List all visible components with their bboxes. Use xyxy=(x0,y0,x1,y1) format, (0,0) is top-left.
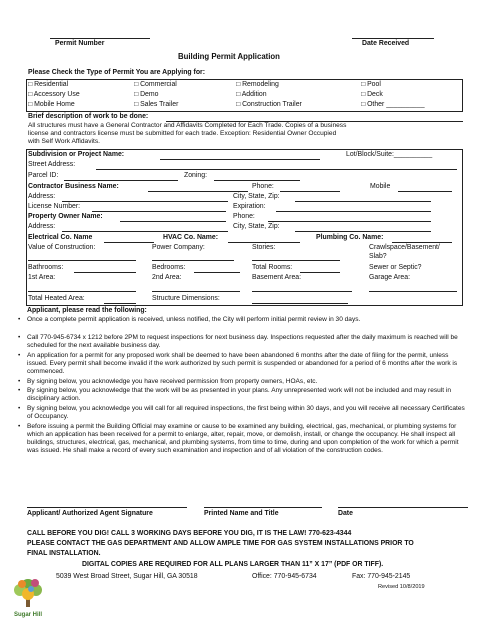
gas-notice-line-1: PLEASE CONTACT THE GAS DEPARTMENT AND ALLOW AMPLE TIME FOR GAS SYSTEM INSTALLATIONS PRIOR TO xyxy=(27,540,414,547)
checkbox-residential[interactable]: □ Residential xyxy=(28,81,69,88)
owner-phone-field[interactable] xyxy=(268,221,431,222)
checkbox-deck[interactable]: □ Deck xyxy=(361,91,383,98)
applicant-heading: Applicant, please read the following: xyxy=(27,307,147,314)
signature-date-label: Date xyxy=(338,510,353,517)
city-address: 5039 West Broad Street, Sugar Hill, GA 30518 xyxy=(56,573,198,580)
hvac-co-field[interactable] xyxy=(228,242,300,243)
signature-date-line[interactable] xyxy=(338,507,468,508)
checkbox-other[interactable]: □ Other __________ xyxy=(361,101,425,108)
bathrooms-field[interactable] xyxy=(74,272,136,273)
sugar-hill-logo xyxy=(9,575,47,619)
owner-name-field[interactable] xyxy=(120,221,226,222)
digital-copies-notice: DIGITAL COPIES ARE REQUIRED FOR ALL PLANS LARGER THAN 11” X 17” (PDF OR TIFF). xyxy=(82,561,384,568)
hvac-co-label: HVAC Co. Name: xyxy=(163,234,219,241)
revised-date: Revised 10/8/2019 xyxy=(378,584,425,590)
structure-dimensions-field[interactable] xyxy=(252,303,348,304)
power-company-field[interactable] xyxy=(152,260,234,261)
first-area-label: 1st Area: xyxy=(28,274,56,281)
bullet-item: • Before issuing a permit the Building Official may examine or cause to be examined any building, electrical, gas, mechanical, or plumbing systems for which an application has been received for a permit to enlarge, alter, repair, move, or demolish, install, or change the occupancy. He shall inspect all buildings, structures, electrical, gas, mechanical, and plumbing systems, from time to time, during and upon completion of the work for which a permit was issued. He shall make a record of every such examination and inspection and of all violation of the construction codes. xyxy=(27,423,465,455)
parcel-id-label: Parcel ID: xyxy=(28,172,59,179)
electrical-co-field[interactable] xyxy=(104,242,154,243)
sewer-septic-label: Sewer or Septic? xyxy=(369,264,422,271)
call-before-dig: CALL BEFORE YOU DIG! CALL 3 WORKING DAYS BEFORE YOU DIG, IT IS THE LAW! 770-623-4344 xyxy=(27,530,352,537)
bullet-item: • An application for a permit for any proposed work shall be deemed to have been abandoned 6 months after the date of filing for the permit, unless issued. Every permit shall become invalid if the work authorized by such permit is suspended or abandoned for a period of 6 months after the work is commenced. xyxy=(27,352,465,376)
second-area-field[interactable] xyxy=(152,291,240,292)
fax-number: Fax: 770-945-2145 xyxy=(352,573,411,580)
bedrooms-label: Bedrooms: xyxy=(152,264,186,271)
checkbox-construction-trailer[interactable]: □ Construction Trailer xyxy=(236,101,302,108)
contractor-phone-label: Phone: xyxy=(252,183,274,190)
owner-name-label: Property Owner Name: xyxy=(28,213,103,220)
date-received-line[interactable] xyxy=(352,38,434,39)
permit-number-line[interactable] xyxy=(50,38,150,39)
value-construction-label: Value of Construction: xyxy=(28,244,96,251)
expiration-label: Expiration: xyxy=(233,203,266,210)
stories-field[interactable] xyxy=(252,260,340,261)
office-phone: Office: 770-945-6734 xyxy=(252,573,317,580)
zoning-field[interactable] xyxy=(214,180,300,181)
heated-area-label: Total Heated Area: xyxy=(28,295,85,302)
license-number-label: License Number: xyxy=(28,203,81,210)
bullet-item: • Call 770-945-6734 x 1212 before 2PM to request inspections for next business day. Inspections requested after the daily maximum is reached will be scheduled for the next available business day. xyxy=(27,334,465,350)
agent-signature-line[interactable] xyxy=(27,507,187,508)
printed-name-line[interactable] xyxy=(204,507,322,508)
checkbox-mobile-home[interactable]: □ Mobile Home xyxy=(28,101,75,108)
bullet-item: • By signing below, you acknowledge that the work will be as presented in your plans. Any unrepresented work will not be included and may result in disciplinary action. xyxy=(27,387,465,403)
expiration-field[interactable] xyxy=(276,211,431,212)
bedrooms-field[interactable] xyxy=(194,272,240,273)
checkbox-accessory-use[interactable]: □ Accessory Use xyxy=(28,91,80,98)
contractor-mobile-field[interactable] xyxy=(398,191,452,192)
power-company-label: Power Company: xyxy=(152,244,205,251)
structure-dimensions-label: Structure Dimensions: xyxy=(152,295,220,302)
checkbox-remodeling[interactable]: □ Remodeling xyxy=(236,81,279,88)
total-rooms-label: Total Rooms: xyxy=(252,264,293,271)
parcel-id-field[interactable] xyxy=(64,180,178,181)
bullet-item: • By signing below, you acknowledge you have received permission from property owners, HOAs, etc. xyxy=(27,378,465,386)
street-address-field[interactable] xyxy=(96,169,457,170)
plumbing-co-label: Plumbing Co. Name: xyxy=(316,234,384,241)
checkbox-sales-trailer[interactable]: □ Sales Trailer xyxy=(134,101,179,108)
stories-label: Stories: xyxy=(252,244,276,251)
contractor-city-field[interactable] xyxy=(295,201,431,202)
permit-type-heading: Please Check the Type of Permit You are Applying for: xyxy=(28,69,206,76)
basement-area-label: Basement Area: xyxy=(252,274,302,281)
contractor-phone-field[interactable] xyxy=(280,191,340,192)
contractor-address-field[interactable] xyxy=(62,201,228,202)
contractor-address-label: Address: xyxy=(28,193,56,200)
permit-number-label: Permit Number xyxy=(55,40,105,47)
second-area-label: 2nd Area: xyxy=(152,274,182,281)
electrical-co-label: Electrical Co. Name xyxy=(28,234,93,241)
plumbing-co-field[interactable] xyxy=(392,242,452,243)
bullet-item: • Once a complete permit application is received, unless notified, the City will perform initial permit review in 30 days. xyxy=(27,316,465,324)
checkbox-addition[interactable]: □ Addition xyxy=(236,91,267,98)
contractor-mobile-label: Mobile xyxy=(370,183,391,190)
description-label: Brief description of work to be done: xyxy=(28,113,149,120)
subdivision-label: Subdivision or Project Name: xyxy=(28,151,125,158)
license-number-field[interactable] xyxy=(92,211,226,212)
page-title: Building Permit Application xyxy=(178,52,280,61)
owner-address-field[interactable] xyxy=(62,231,228,232)
heated-area-field[interactable] xyxy=(104,303,136,304)
checkbox-demo[interactable]: □ Demo xyxy=(134,91,159,98)
contractor-name-label: Contractor Business Name: xyxy=(28,183,119,190)
owner-address-label: Address: xyxy=(28,223,56,230)
tree-icon xyxy=(9,575,47,619)
garage-area-label: Garage Area: xyxy=(369,274,410,281)
description-text-1: All structures must have a General Contractor and Affidavits Completed for Each Trade. Copies of a business xyxy=(28,122,347,129)
date-received-label: Date Received xyxy=(362,40,410,47)
printed-name-label: Printed Name and Title xyxy=(204,510,279,517)
checkbox-pool[interactable]: □ Pool xyxy=(361,81,381,88)
contractor-name-field[interactable] xyxy=(148,191,248,192)
description-text-2: license and contractors license must be submitted for each trade. Exception: Residential Owner Occupied xyxy=(28,130,337,137)
bathrooms-label: Bathrooms: xyxy=(28,264,64,271)
owner-city-label: City, State, Zip: xyxy=(233,223,280,230)
subdivision-field[interactable] xyxy=(160,159,320,160)
logo-text: Sugar Hill xyxy=(13,612,43,618)
description-text-3: with Self Work Affidavits. xyxy=(28,138,100,145)
owner-phone-label: Phone: xyxy=(233,213,255,220)
total-rooms-field[interactable] xyxy=(300,272,340,273)
crawlspace-label: Crawlspace/Basement/ xyxy=(369,244,440,251)
zoning-label: Zoning: xyxy=(184,172,207,179)
agent-signature-label: Applicant/ Authorized Agent Signature xyxy=(27,510,153,517)
street-address-label: Street Address: xyxy=(28,161,76,168)
contractor-city-label: City, State, Zip: xyxy=(233,193,280,200)
checkbox-commercial[interactable]: □ Commercial xyxy=(134,81,177,88)
bullet-item: • By signing below, you acknowledge you will call for all required inspections, the first being within 30 days, and you will receive all necessary Certificates of Occupancy. xyxy=(27,405,465,421)
gas-notice-line-2: FINAL INSTALLATION. xyxy=(27,550,101,557)
slab-label: Slab? xyxy=(369,253,387,260)
first-area-field[interactable] xyxy=(28,291,136,292)
garage-area-field[interactable] xyxy=(369,291,457,292)
value-construction-field[interactable] xyxy=(28,260,136,261)
owner-city-field[interactable] xyxy=(295,231,431,232)
lot-block-label[interactable]: Lot/Block/Suite:__________ xyxy=(346,151,433,158)
basement-area-field[interactable] xyxy=(252,291,352,292)
